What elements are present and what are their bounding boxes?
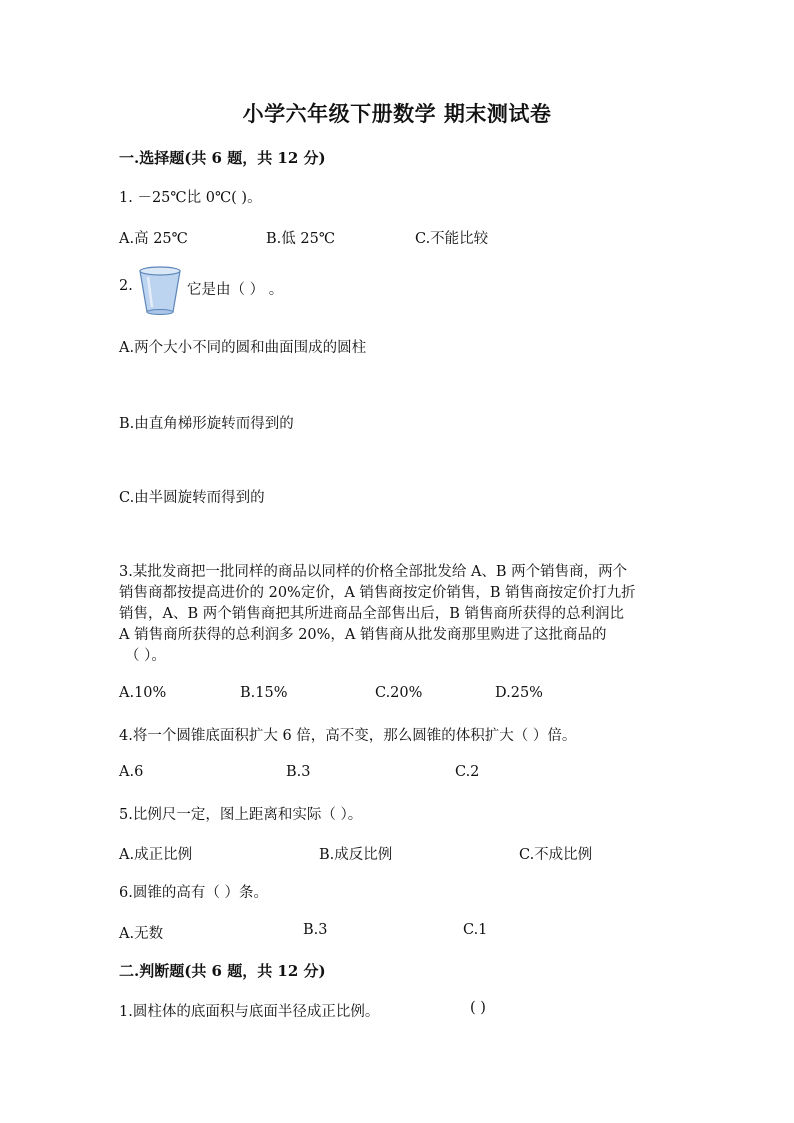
question-3-line: A 销售商所获得的总利润多 20%，A 销售商从批发商那里购进了这批商品的 [119,627,607,643]
question-3-line: 销售商都按提高进价的 20%定价，A 销售商按定价销售，B 销售商按定价打九折 [119,585,636,601]
question-5-option-a: A.成正比例 [119,847,193,863]
question-1-option-c: C.不能比较 [415,231,489,247]
question-3-option-d: D.25% [495,685,543,701]
question-6-option-a: A.无数 [119,926,164,942]
judgment-1-text: 1.圆柱体的底面积与底面半径成正比例。 [119,1004,380,1020]
question-4-option-c: C.2 [455,764,480,780]
question-5-option-c: C.不成比例 [519,847,593,863]
question-2-text: 它是由（ ） 。 [187,282,284,298]
paper-cup-icon [136,265,184,315]
question-6-text: 6.圆锥的高有（ ）条。 [119,885,268,901]
question-2-option-c: C.由半圆旋转而得到的 [119,490,265,506]
question-1-option-b: B.低 25℃ [266,231,336,247]
question-5-text: 5.比例尺一定，图上距离和实际（ ）。 [119,807,363,823]
question-3-line: 3.某批发商把一批同样的商品以同样的价格全部批发给 A、B 两个销售商，两个 [119,564,628,580]
question-4-option-b: B.3 [286,764,311,780]
judgment-1-answer-blank: ( ) [470,1000,486,1016]
question-2-option-b: B.由直角梯形旋转而得到的 [119,416,294,432]
question-1-text: 1. －25℃比 0℃( )。 [119,190,262,206]
question-4-option-a: A.6 [119,764,144,780]
question-3-line: 销售，A、B 两个销售商把其所进商品全部售出后，B 销售商所获得的总利润比 [119,606,624,622]
question-6-option-c: C.1 [463,922,488,938]
page-title: 小学六年级下册数学 期末测试卷 [242,101,552,126]
question-4-text: 4.将一个圆锥底面积扩大 6 倍，高不变，那么圆锥的体积扩大（ ）倍。 [119,728,577,744]
question-3-option-a: A.10% [119,685,167,701]
question-3-text [119,562,679,667]
question-3-line: （ ）。 [125,648,166,664]
section-heading-choice: 一.选择题(共 6 题，共 12 分) [119,149,326,167]
question-2-number: 2. [119,278,133,294]
question-3-option-b: B.15% [240,685,288,701]
question-2-option-a: A.两个大小不同的圆和曲面围成的圆柱 [119,340,367,356]
question-5-option-b: B.成反比例 [319,847,393,863]
section-heading-judgment: 二.判断题(共 6 题，共 12 分) [119,962,326,980]
question-3-option-c: C.20% [375,685,423,701]
question-6-option-b: B.3 [303,922,328,938]
question-1-option-a: A.高 25℃ [119,231,188,247]
